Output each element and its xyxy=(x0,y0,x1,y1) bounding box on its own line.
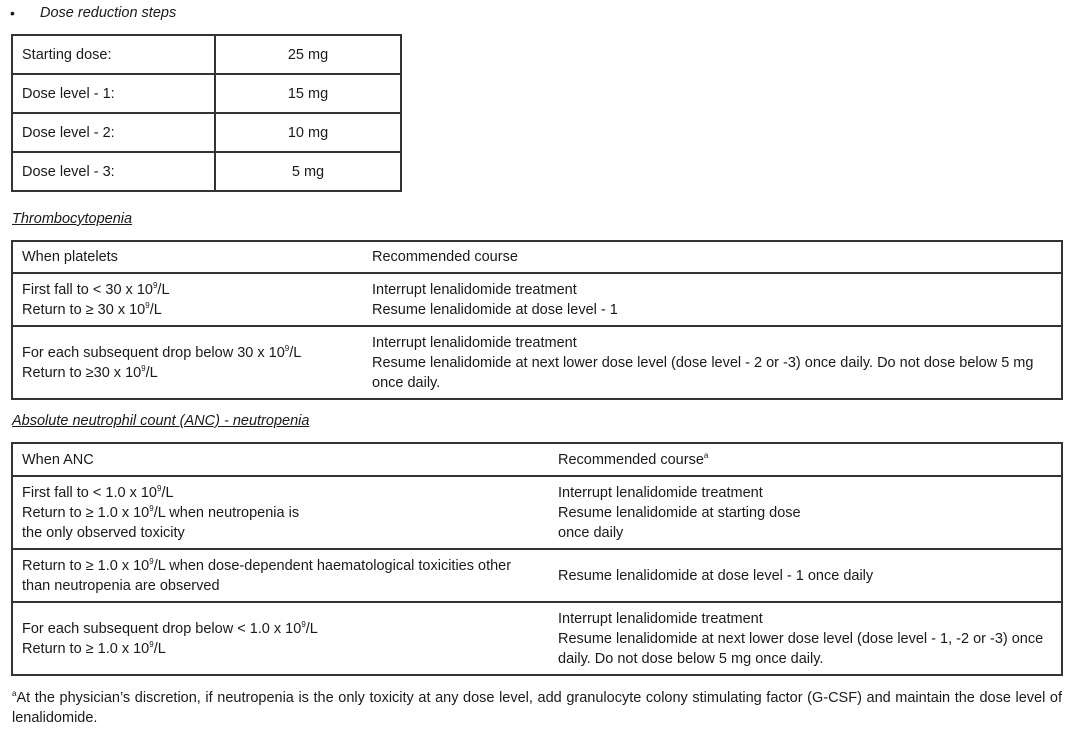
anc-condition: For each subsequent drop below < 1.0 x $10^9/L$ Return to ≥ 1.0 x $10^9/L$ xyxy=(12,602,549,675)
table-row xyxy=(12,602,1062,675)
bullet-marker: • xyxy=(10,5,15,21)
table-row xyxy=(12,326,1062,399)
footnote-text: At the physician’s discretion, if neutropenia is the only toxicity at any dose level, add granulocyte colony stimulating factor (G-CSF) and maintain the dose level of lenalidomide. xyxy=(12,690,1062,726)
dose-label: Dose level - 2: xyxy=(12,113,215,152)
anc-course: Interrupt lenalidomide treatment Resume lenalidomide at starting dose once daily xyxy=(549,476,1062,549)
header-recommended-course: Recommended course xyxy=(363,241,1062,273)
table-row xyxy=(12,35,401,74)
dose-label: Dose level - 3: xyxy=(12,152,215,191)
platelets-course: Interrupt lenalidomide treatment Resume lenalidomide at next lower dose level (dose level - 2 or -3) once daily. Do not dose below 5 mg once daily. xyxy=(363,326,1062,399)
dose-value: 25 mg xyxy=(215,35,401,74)
table-row xyxy=(12,152,401,191)
dose-value: 10 mg xyxy=(215,113,401,152)
platelets-course: Interrupt lenalidomide treatment Resume lenalidomide at dose level - 1 xyxy=(363,273,1062,326)
table-header-row xyxy=(12,241,1062,273)
anc-heading: Absolute neutrophil count (ANC) - neutropenia xyxy=(12,413,310,429)
dose-value: 5 mg xyxy=(215,152,401,191)
header-when-platelets: When platelets xyxy=(12,241,363,273)
dose-value: 15 mg xyxy=(215,74,401,113)
table-row xyxy=(12,273,1062,326)
anc-condition: Return to ≥ 1.0 x $10^9/L$ when dose-dependent haematological toxicities other than neutropenia are observed xyxy=(12,549,549,602)
dose-label: Dose level - 1: xyxy=(12,74,215,113)
header-recommended-course: Recommended course$^a$ xyxy=(549,443,1062,476)
header-when-anc: When ANC xyxy=(12,443,549,476)
thrombocytopenia-heading: Thrombocytopenia xyxy=(12,211,133,227)
section-title: Dose reduction steps xyxy=(40,5,177,21)
table-row xyxy=(12,476,1062,549)
table-header-row xyxy=(12,443,1062,476)
table-row xyxy=(12,549,1062,602)
footnote xyxy=(12,688,1062,728)
table-row xyxy=(12,113,401,152)
anc-course: Interrupt lenalidomide treatment Resume lenalidomide at next lower dose level (dose level - 1, -2 or -3) once daily. Do not dose below 5 mg once daily. xyxy=(549,602,1062,675)
footnote-marker: a xyxy=(12,689,17,698)
table-row xyxy=(12,74,401,113)
dose-label: Starting dose: xyxy=(12,35,215,74)
anc-course: Resume lenalidomide at dose level - 1 once daily xyxy=(549,549,1062,602)
platelets-condition: First fall to < 30 x $10^9/L$ Return to ≥ 30 x $10^9/L$ xyxy=(12,273,363,326)
anc-table xyxy=(11,442,1063,676)
thrombocytopenia-table xyxy=(11,240,1063,400)
anc-condition: First fall to < 1.0 x $10^9/L$ Return to ≥ 1.0 x $10^9/L$ when neutropenia is the only observed toxicity xyxy=(12,476,549,549)
dose-reduction-table xyxy=(11,34,402,192)
platelets-condition: For each subsequent drop below 30 x $10^9/L$ Return to ≥30 x $10^9/L$ xyxy=(12,326,363,399)
